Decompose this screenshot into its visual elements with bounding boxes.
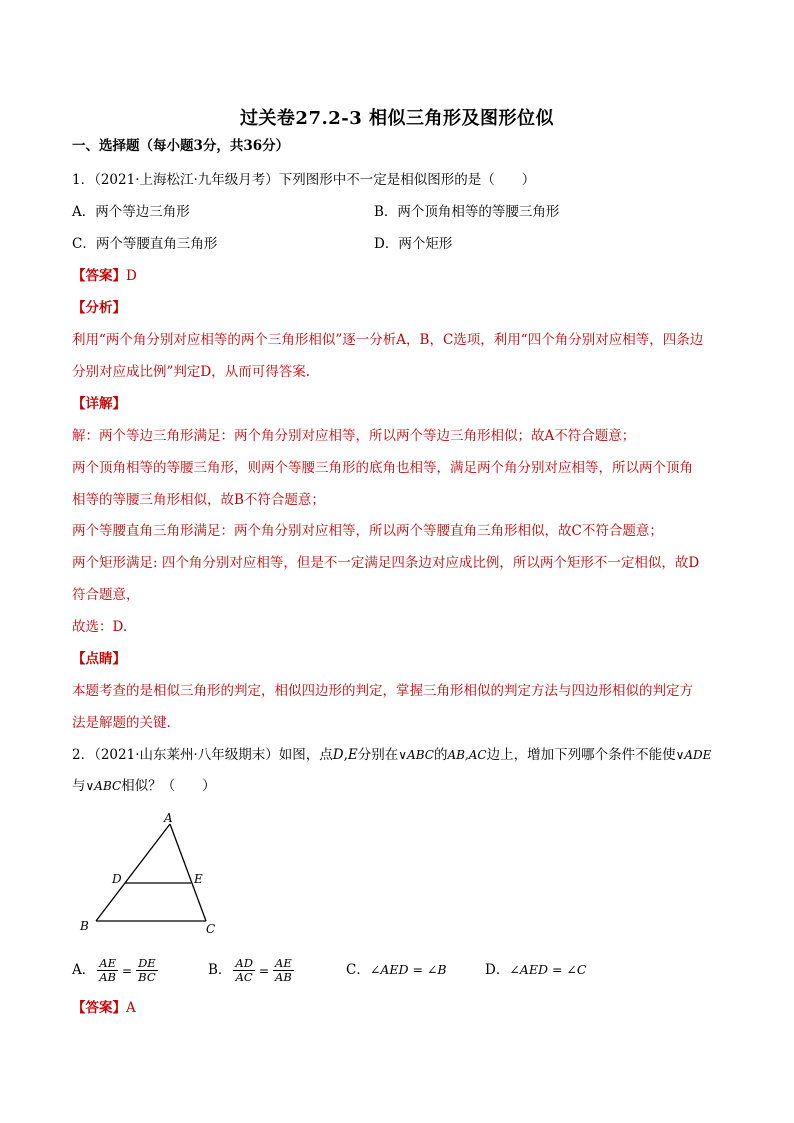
q2-stem-text: 与 <box>72 778 86 794</box>
q1-analysis-label: 【分析】 <box>72 300 126 316</box>
denominator: AC <box>235 970 253 984</box>
equals-sign: = <box>258 963 270 978</box>
point-d: D <box>332 747 344 763</box>
answer-value: D <box>126 268 137 284</box>
q1-analysis-line-2: 分别对应成比例”判定D，从而可得答案. <box>72 364 311 380</box>
q1-detail-line-4: 两个等腰直角三角形满足：两个角分别对应相等，所以两个等腰直角三角形相似，故C不符合题意； <box>72 523 663 539</box>
q1-detail-line-1: 解：两个等边三角形满足：两个角分别对应相等，所以两个等边三角形相似；故A不符合题意； <box>72 428 636 444</box>
triangle-figure <box>72 808 232 938</box>
q2-option-d <box>485 960 586 980</box>
label-d: D <box>112 872 122 886</box>
q2-stem-text: 相似？（ ） <box>121 778 216 794</box>
q2-answer <box>72 998 136 1018</box>
equals-sign: = <box>122 963 133 978</box>
answer-value: A <box>126 1000 136 1016</box>
question-1-stem: 1．（2021·上海松江·九年级月考）下列图形中不一定是相似图形的是（ ） <box>72 172 536 188</box>
q2-option-a <box>72 953 160 988</box>
option-prefix: A． <box>72 962 96 978</box>
q1-detail-line-2: 两个顶角相等的等腰三角形，则两个等腰三角形的底角也相等，满足两个角分别对应相等，所以两个顶角 <box>72 460 693 476</box>
q1-analysis-line-1: 利用“两个角分别对应相等的两个三角形相似”逐一分析A，B，C选项，利用“四个角分别对应相等，四条边 <box>72 332 704 348</box>
numerator: AE <box>275 956 292 970</box>
q1-option-b: B．两个顶角相等的等腰三角形 <box>374 204 560 220</box>
q1-comment-line-1: 本题考查的是相似三角形的判定，相似四边形的判定，掌握三角形相似的判定方法与四边形相似的判定方 <box>72 683 693 699</box>
answer-label: 【答案】 <box>72 268 126 284</box>
question-2-stem-line-1 <box>72 745 711 765</box>
side-ab <box>96 824 170 921</box>
triangle-ade: ∨ADE <box>675 748 712 762</box>
denominator: BC <box>138 970 156 984</box>
numerator: DE <box>138 956 156 970</box>
label-c: C <box>206 922 216 936</box>
option-prefix: C． <box>346 962 370 978</box>
fraction <box>233 957 255 984</box>
fraction <box>136 957 158 984</box>
option-expression: ∠AED = ∠B <box>369 962 447 977</box>
denominator: AB <box>275 970 292 984</box>
option-prefix: B． <box>208 962 232 978</box>
q1-detail-line-5: 两个矩形满足: 四个角分别对应相等，但是不一定满足四条边对应成比例，所以两个矩形不一定相似，故D <box>72 555 700 571</box>
q1-answer <box>72 266 137 286</box>
q1-comment-label: 【点睛】 <box>72 651 126 667</box>
answer-label: 【答案】 <box>72 1000 126 1016</box>
section-heading: 一、选择题（每小题3分，共36分） <box>72 138 290 154</box>
q1-detail-label: 【详解】 <box>72 396 126 412</box>
q1-option-a: A．两个等边三角形 <box>72 204 190 220</box>
fraction <box>273 957 294 984</box>
q2-stem-text: 的 <box>433 747 448 763</box>
label-a: A <box>164 811 173 825</box>
option-prefix: D． <box>485 962 510 978</box>
label-e: E <box>194 872 203 886</box>
label-b: B <box>80 919 89 933</box>
q1-comment-line-2: 法是解题的关键. <box>72 715 171 731</box>
option-expression: ∠AED = ∠C <box>509 962 587 977</box>
q1-option-c: C．两个等腰直角三角形 <box>72 236 218 252</box>
fraction <box>97 957 118 984</box>
q1-detail-line-3: 相等的等腰三角形相似，故B不符合题意； <box>72 492 325 508</box>
q2-stem-text: 边上，增加下列哪个条件不能使 <box>486 747 676 763</box>
point-e: E <box>347 747 358 763</box>
triangle-abc: ∨ABC <box>398 748 434 762</box>
q1-detail-line-7: 故选：D. <box>72 619 128 635</box>
numerator: AE <box>99 956 116 970</box>
denominator: AB <box>99 970 117 984</box>
q1-detail-line-6: 符合题意， <box>72 587 140 603</box>
q2-stem-text: 分别在 <box>357 747 399 763</box>
q1-option-d: D．两个矩形 <box>374 236 453 252</box>
numerator: AD <box>235 956 253 970</box>
triangle-abc: ∨ABC <box>85 779 122 793</box>
question-2-stem-line-2 <box>72 776 216 796</box>
sides-ab-ac: AB,AC <box>447 748 487 762</box>
comma: , <box>343 747 348 763</box>
q2-option-c <box>346 960 447 980</box>
q2-stem-text: 2．（2021·山东莱州·八年级期末）如图，点 <box>72 747 333 763</box>
page-title: 过关卷27.2-3 相似三角形及图形位似 <box>239 108 555 129</box>
q2-option-b <box>208 953 296 988</box>
